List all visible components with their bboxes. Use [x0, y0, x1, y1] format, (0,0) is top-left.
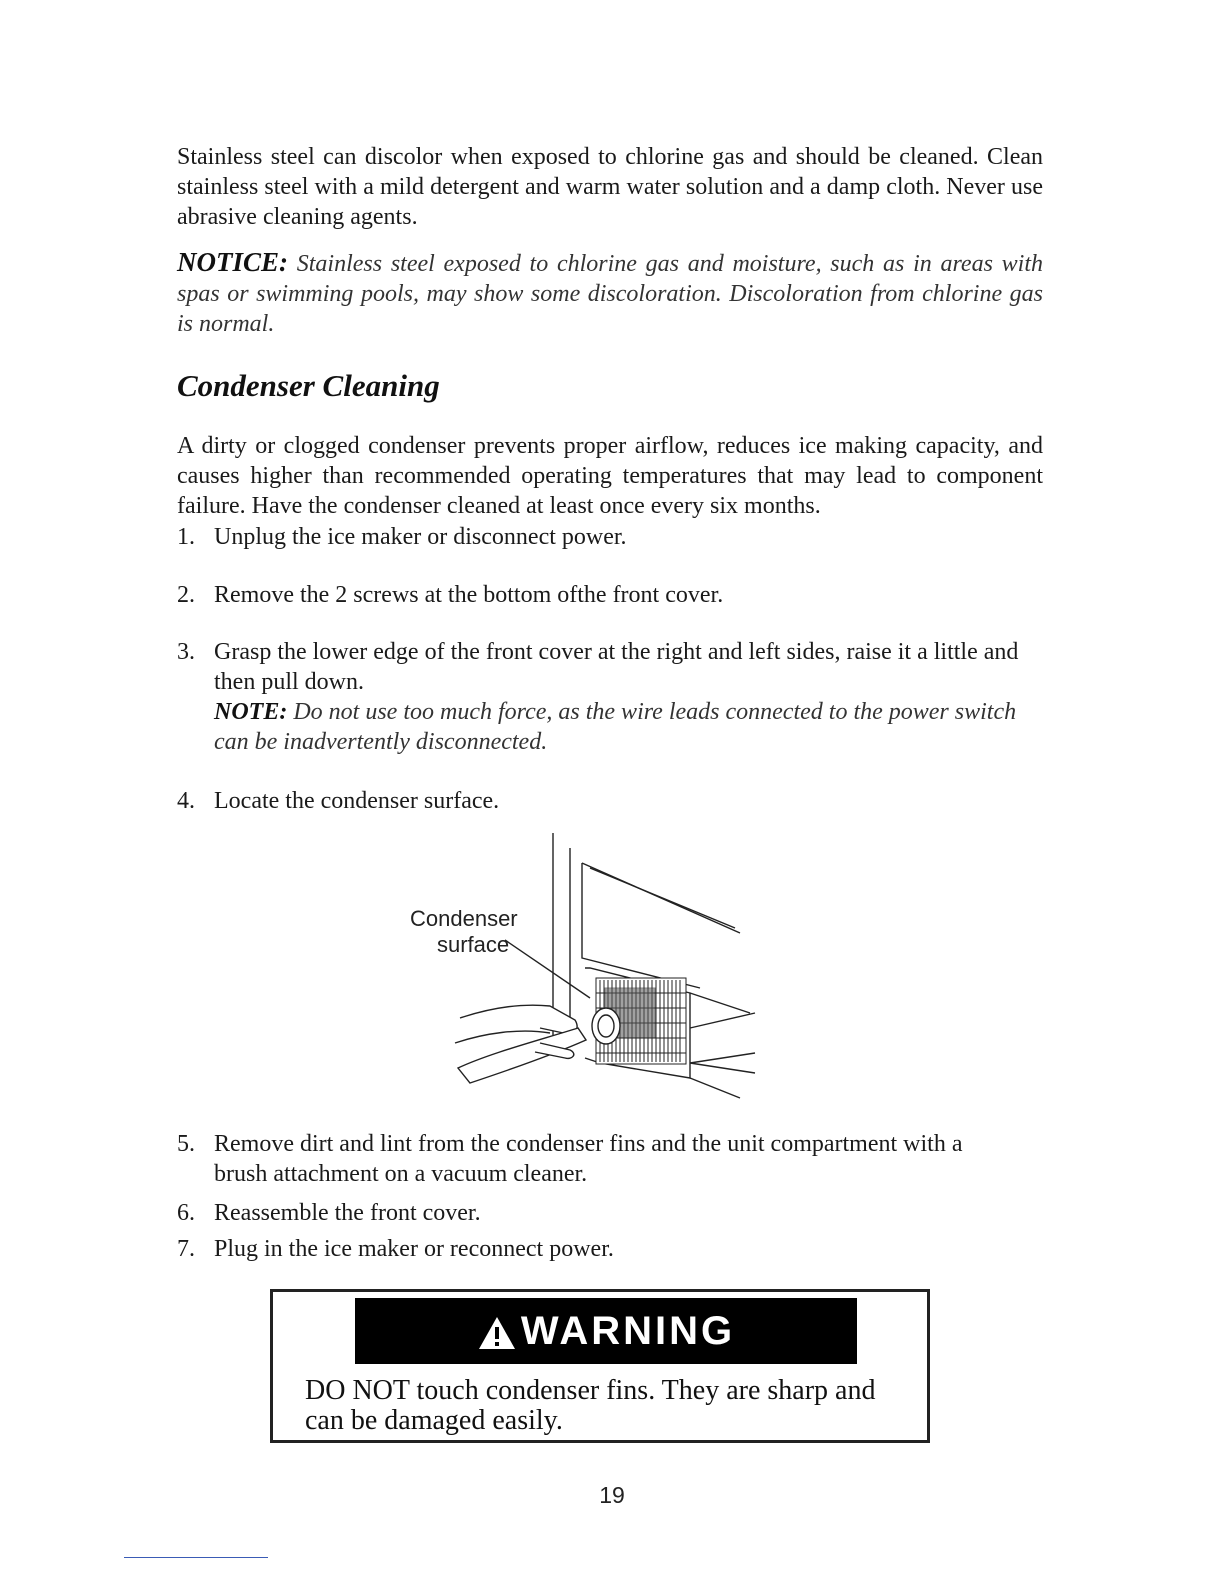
notice-paragraph	[177, 247, 1043, 339]
step-number: 5.	[177, 1131, 195, 1157]
warning-triangle-icon	[477, 1315, 517, 1351]
step-text: Remove dirt and lint from the condenser fins and the unit compartment with a brush attachment on a vacuum cleaner.	[214, 1131, 963, 1187]
step-number: 3.	[177, 639, 195, 665]
step-number: 1.	[177, 524, 195, 550]
note-label: NOTE:	[214, 699, 288, 725]
note-text: Do not use too much force, as the wire leads connected to the power switch can be inadvertently disconnected.	[214, 699, 1017, 755]
step-note	[214, 697, 1034, 757]
warning-box	[270, 1289, 930, 1443]
notice-text: Stainless steel exposed to chlorine gas and moisture, such as in areas with spas or swimming pools, may show some discoloration. Discoloration from chlorine gas is normal.	[177, 251, 1044, 337]
step-text: Locate the condenser surface.	[214, 788, 500, 814]
step-text: Unplug the ice maker or disconnect power.	[214, 524, 627, 550]
section-title: Condenser Cleaning	[177, 368, 440, 403]
condenser-illustration	[400, 828, 780, 1108]
footer-rule	[124, 1557, 268, 1558]
warning-banner	[355, 1298, 857, 1364]
step-text: Grasp the lower edge of the front cover at the right and left sides, raise it a little and then pull down.	[214, 639, 1019, 695]
intro-paragraph: Stainless steel can discolor when exposed to chlorine gas and should be cleaned. Clean stainless steel with a mild detergent and warm water solution and a damp cloth. Never use abrasive cleaning agents.	[177, 144, 1043, 230]
hand-with-vacuum-brush	[455, 1005, 620, 1083]
condenser-intro-paragraph: A dirty or clogged condenser prevents proper airflow, reduces ice making capacity, and causes higher than recommended operating temperatures that may lead to component failure. Have the condenser cleaned at least once every six months.	[177, 433, 1043, 519]
step-text: Remove the 2 screws at the bottom ofthe front cover.	[214, 582, 724, 608]
step-text: Plug in the ice maker or reconnect power.	[214, 1236, 614, 1262]
step-number: 4.	[177, 788, 195, 814]
warning-text: DO NOT touch condenser fins. They are sharp and can be damaged easily.	[305, 1375, 876, 1436]
page-number: 19	[599, 1482, 625, 1508]
notice-label: NOTICE:	[177, 247, 289, 277]
step-text: Reassemble the front cover.	[214, 1200, 481, 1226]
figure-label-line2: surface	[437, 932, 510, 957]
step-number: 2.	[177, 582, 195, 608]
warning-title: WARNING	[520, 1308, 736, 1353]
step-number: 6.	[177, 1200, 195, 1226]
figure-label-line1: Condenser	[410, 906, 518, 931]
step-number: 7.	[177, 1236, 195, 1262]
